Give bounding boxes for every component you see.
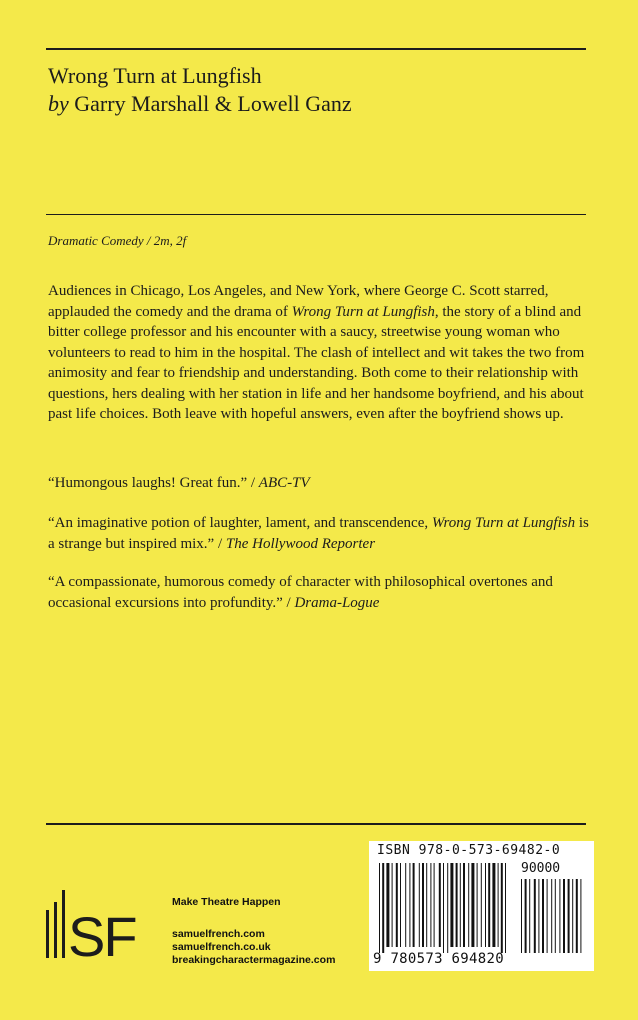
genre-rule xyxy=(46,214,586,215)
authors-line xyxy=(48,90,352,118)
quote-text-end: is a strange but inspired mix.” / xyxy=(48,515,589,552)
logo-text: SF xyxy=(68,905,136,958)
quote-play-title: Wrong Turn at Lungfish xyxy=(431,515,576,531)
blurb-part-2: , the story of a blind and bitter college professor and his encounter with a saucy, streetwise young woman who volunteers to read to him in the hospital. The clash of intellect and wit takes the two from animosity and fear to friendship and understanding. Both come to their relationship with questions, hers dealing with her station in life and her handsome boyfriend, and his about past life choices. Both leave with hopeful answers, even after the boyfriend shows up. xyxy=(48,303,585,422)
bottom-rule xyxy=(46,823,586,825)
book-title: Wrong Turn at Lungfish xyxy=(48,63,262,88)
blurb-paragraph xyxy=(48,281,596,425)
isbn-barcode xyxy=(369,841,594,971)
blurb-part-1: Audiences in Chicago, Los Angeles, and New York, where George C. Scott starred, applauded the comedy and the drama of xyxy=(48,283,549,320)
link-breaking-character[interactable]: breakingcharactermagazine.com xyxy=(172,954,336,966)
quote-text: “An imaginative potion of laughter, lament, and transcendence, xyxy=(48,515,432,531)
blurb-play-title: Wrong Turn at Lungfish xyxy=(291,303,435,320)
by-label: by xyxy=(48,91,69,116)
quote-dramalogue xyxy=(48,572,596,613)
quote-source: ABC-TV xyxy=(258,475,310,491)
title-block xyxy=(48,62,352,118)
sf-logo-icon xyxy=(46,890,156,958)
link-samuelfrench-co-uk[interactable]: samuelfrench.co.uk xyxy=(172,941,271,953)
genre-cast: Dramatic Comedy / 2m, 2f xyxy=(48,233,187,248)
link-samuelfrench-com[interactable]: samuelfrench.com xyxy=(172,928,265,940)
isbn-label: ISBN 978-0-573-69482-0 xyxy=(377,843,561,858)
quote-source: The Hollywood Reporter xyxy=(225,535,376,552)
top-rule xyxy=(46,48,586,50)
quote-hollywood xyxy=(48,513,596,554)
quote-source: Drama-Logue xyxy=(294,594,380,611)
price-code: 90000 xyxy=(521,861,561,876)
quote-text: “Humongous laughs! Great fun.” / xyxy=(48,475,259,491)
authors: Garry Marshall & Lowell Ganz xyxy=(74,91,352,116)
quote-abc xyxy=(48,473,596,494)
samuel-french-logo xyxy=(46,890,156,958)
tagline: Make Theatre Happen xyxy=(172,896,281,908)
barcode-number: 9 780573 694820 xyxy=(373,951,504,967)
quote-text: “A compassionate, humorous comedy of character with philosophical overtones and occasional excursions into profundity.” / xyxy=(48,574,553,611)
